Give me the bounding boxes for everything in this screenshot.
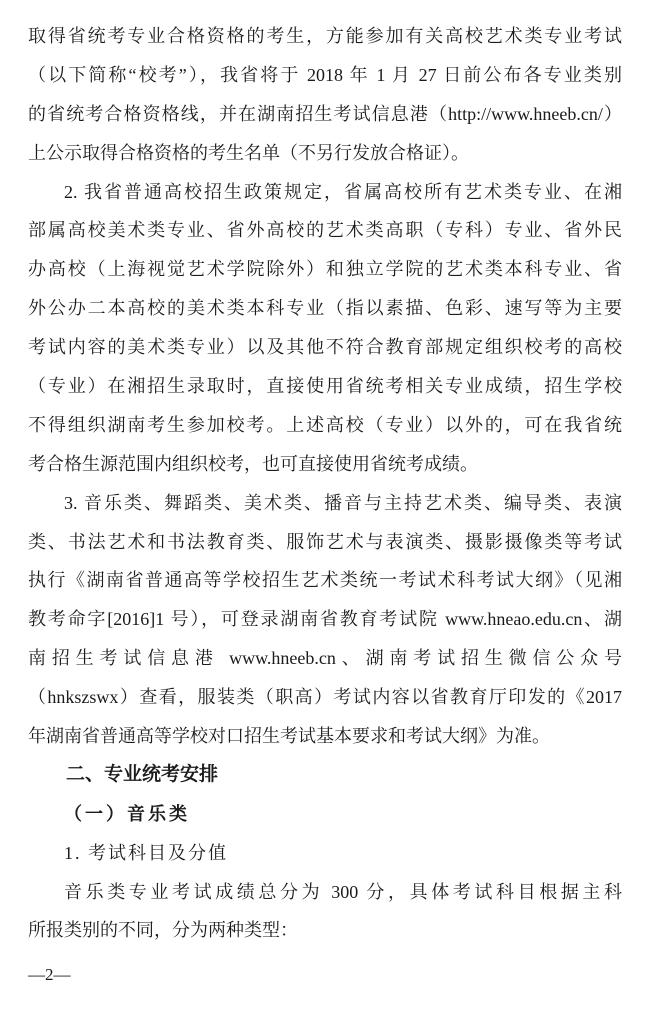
text-line: 所报类别的不同，分为两种类型：	[28, 920, 298, 941]
text-line: 南招生考试信息港 www.hneeb.cn、湖南考试招生微信公众号	[28, 648, 622, 669]
text-line: （hnkszswx）查看，服装类（职高）考试内容以省教育厅印发的《2017	[28, 687, 622, 708]
text-line: 部属高校美术类专业、省外高校的艺术类高职（专科）专业、省外民	[28, 220, 622, 241]
text-line: 取得省统考专业合格资格的考生，方能参加有关高校艺术类专业考试	[28, 26, 622, 46]
text-line: 执行《湖南省普通高等学校招生艺术类统一考试术科考试大纲》（见湘	[28, 570, 622, 591]
text-line: 办高校（上海视觉艺术学院除外）和独立学院的艺术类本科专业、省	[28, 259, 622, 280]
text-line: （专业）在湘招生录取时，直接使用省统考相关专业成绩，招生学校	[28, 376, 622, 397]
text-line: 外公办二本高校的美术类本科专业（指以素描、色彩、速写等为主要	[28, 298, 622, 319]
text-line: 类、书法艺术和书法教育类、服饰艺术与表演类、摄影摄像类等考试	[28, 531, 622, 552]
section-heading: 二、专业统考安排	[66, 763, 219, 785]
text-line: 2. 我省普通高校招生政策规定，省属高校所有艺术类专业、在湘	[64, 181, 622, 202]
text-line: 教考命字[2016]1 号），可登录湖南省教育考试院 www.hneao.edu.cn、湖	[28, 609, 622, 630]
numbered-heading: 1. 考试科目及分值	[64, 842, 228, 863]
document-body	[28, 17, 622, 950]
text-line: 3. 音乐类、舞蹈类、美术类、播音与主持艺术类、编导类、表演	[64, 492, 622, 513]
text-line: （以下简称“校考”），我省将于 2018 年 1 月 27 日前公布各专业类别	[28, 64, 622, 85]
page-number: —2—	[28, 965, 71, 984]
text-line: 上公示取得合格资格的考生名单（不另行发放合格证）。	[28, 142, 469, 163]
text-line: 音乐类专业考试成绩总分为 300 分，具体考试科目根据主科	[64, 881, 622, 902]
text-line: 的省统考合格资格线，并在湖南招生考试信息港（http://www.hneeb.cn/）	[28, 103, 622, 124]
subsection-heading: （一）音乐类	[64, 803, 190, 824]
text-line: 年湖南省普通高等学校对口招生考试基本要求和考试大纲》为准。	[28, 726, 550, 747]
text-line: 考合格生源范围内组织校考，也可直接使用省统考成绩。	[28, 453, 478, 474]
text-line: 不得组织湖南考生参加校考。上述高校（专业）以外的，可在我省统	[28, 414, 622, 435]
text-line: 考试内容的美术类专业）以及其他不符合教育部规定组织校考的高校	[28, 337, 622, 358]
